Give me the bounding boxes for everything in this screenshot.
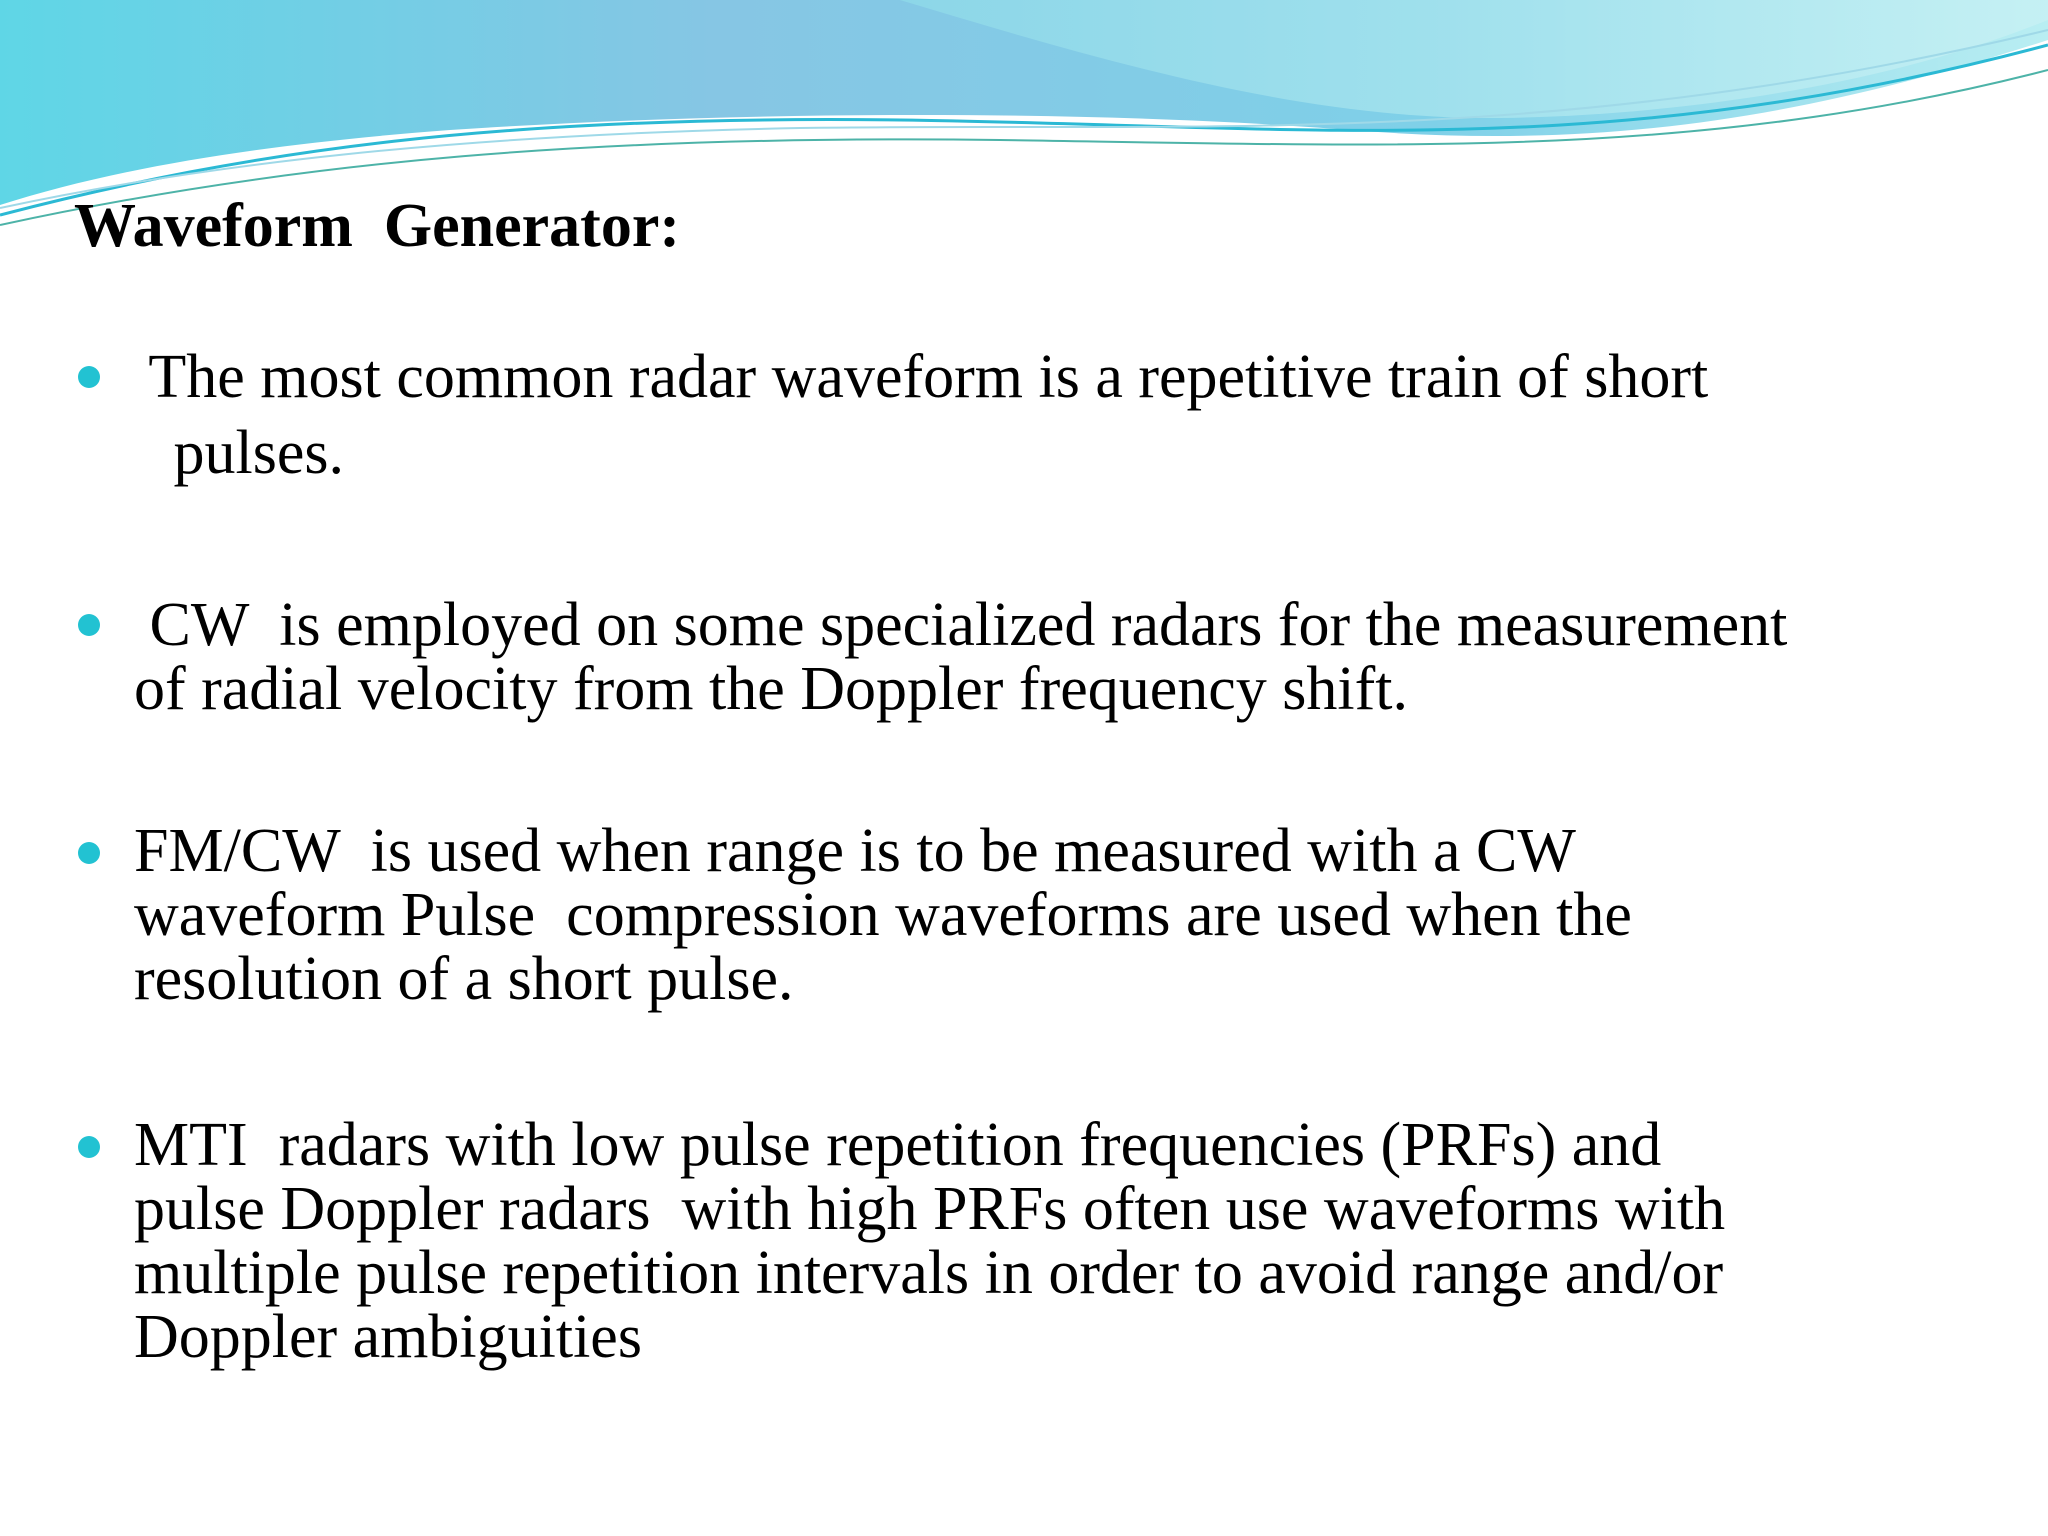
bullet-dot xyxy=(78,614,100,636)
bullet-line: MTI radars with low pulse repetition frequencies (PRFs) and xyxy=(134,1111,1662,1179)
bullet-line: FM/CW is used when range is to be measured with a CW xyxy=(134,817,1576,885)
slide-title: Waveform Generator: xyxy=(74,192,680,260)
bullet-line: waveform Pulse compression waveforms are used when the xyxy=(134,881,1632,949)
bullet-dot xyxy=(78,842,100,864)
bullet-line: resolution of a short pulse. xyxy=(134,945,794,1013)
bullet-line: Doppler ambiguities xyxy=(134,1303,642,1371)
bullet-line: pulses. xyxy=(158,419,344,487)
bullet-line: of radial velocity from the Doppler frequency shift. xyxy=(134,655,1408,723)
bullet-dot xyxy=(78,366,100,388)
bullet-line: multiple pulse repetition intervals in order to avoid range and/or xyxy=(134,1239,1724,1307)
bullet-line: The most common radar waveform is a repetitive train of short xyxy=(134,343,1709,411)
bullet-line: CW is employed on some specialized radars for the measurement xyxy=(134,591,1788,659)
bullet-dot xyxy=(78,1136,100,1158)
bullet-line: pulse Doppler radars with high PRFs often use waveforms with xyxy=(134,1175,1726,1243)
